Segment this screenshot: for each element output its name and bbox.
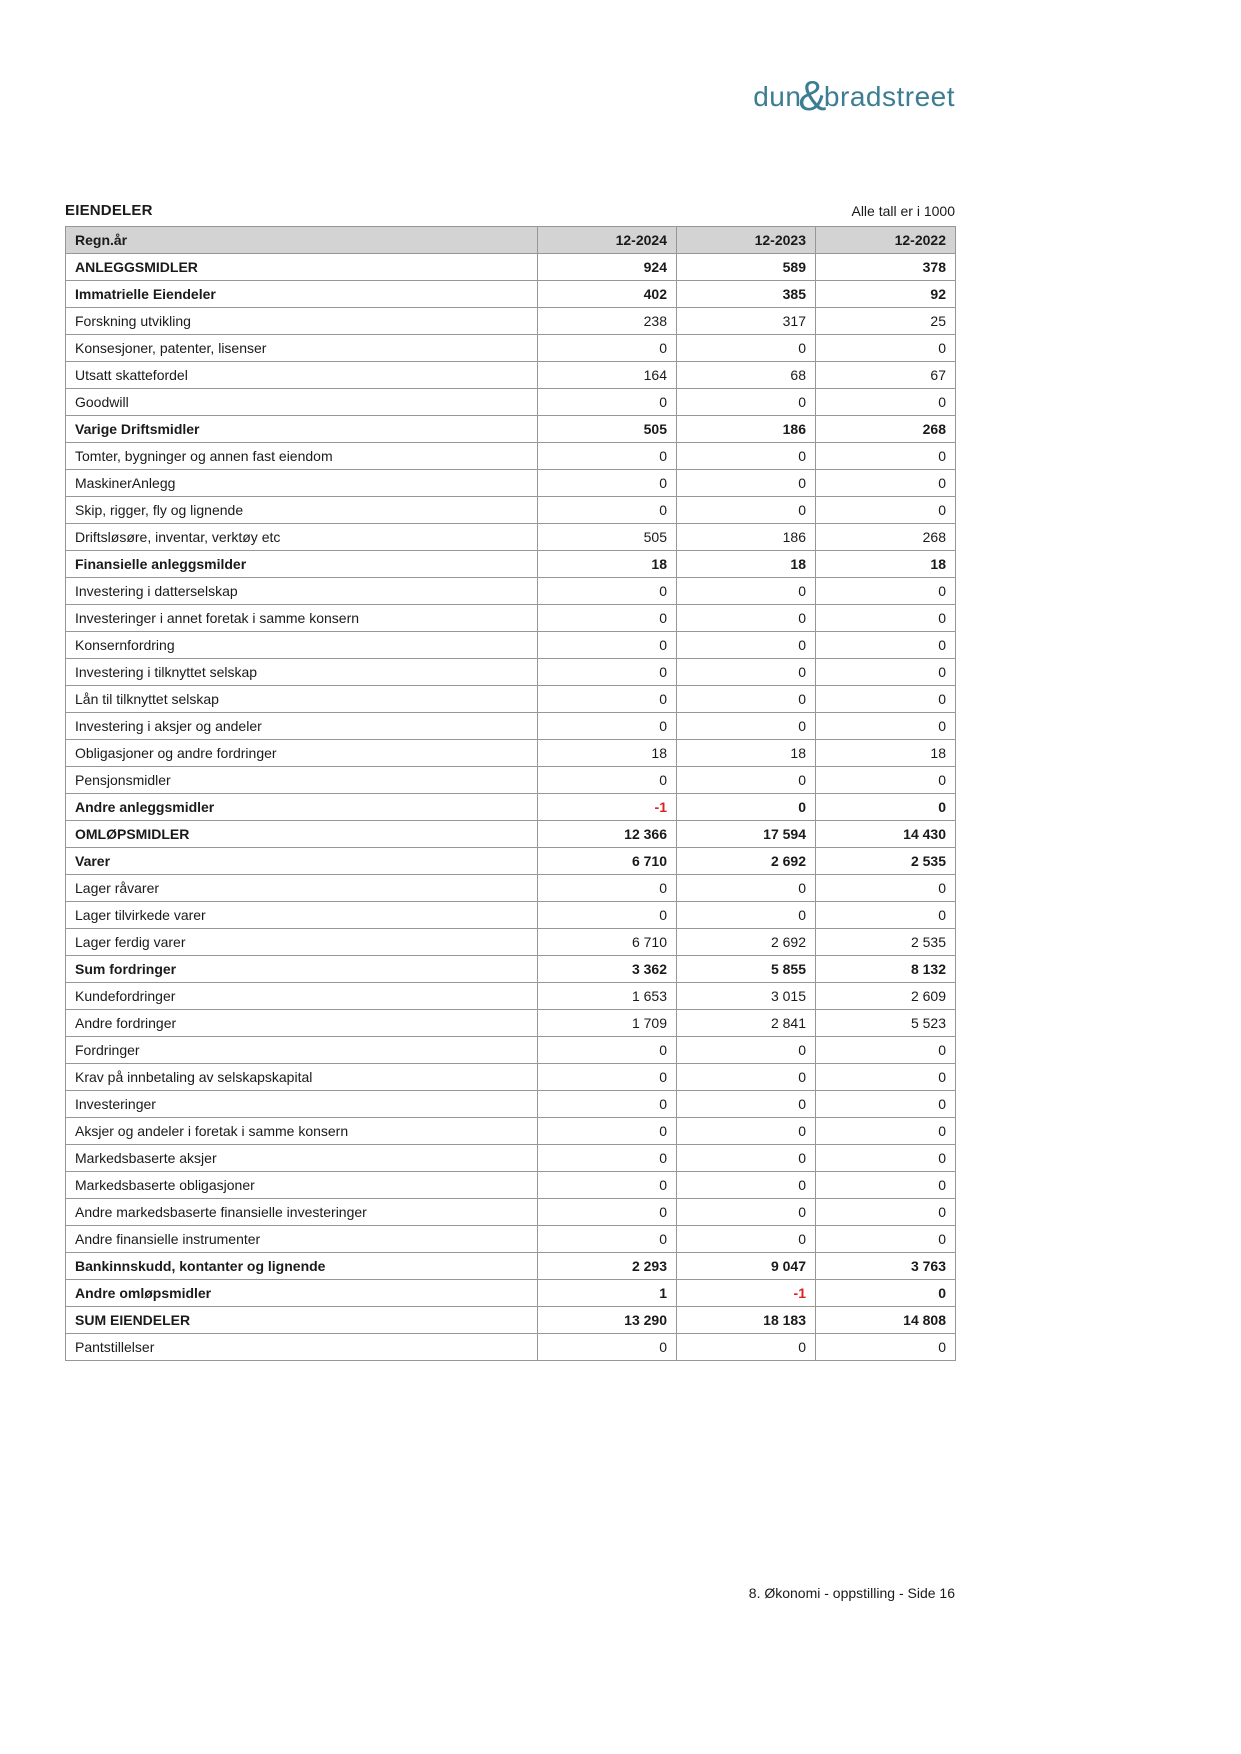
table-row	[66, 686, 956, 713]
row-value: 0	[538, 632, 677, 659]
row-value: 0	[677, 578, 816, 605]
row-value: 3 015	[677, 983, 816, 1010]
row-value: 2 535	[816, 929, 956, 956]
row-value: 0	[816, 659, 956, 686]
table-row	[66, 983, 956, 1010]
table-row	[66, 875, 956, 902]
row-label: Kundefordringer	[66, 983, 538, 1010]
table-row	[66, 848, 956, 875]
row-value: 0	[677, 389, 816, 416]
table-row	[66, 1010, 956, 1037]
row-label: Pantstillelser	[66, 1334, 538, 1361]
row-value: 0	[538, 1199, 677, 1226]
column-header-regnar: Regn.år	[66, 227, 538, 254]
row-value: 0	[816, 767, 956, 794]
row-value: 0	[677, 497, 816, 524]
row-value: 2 293	[538, 1253, 677, 1280]
row-value: 18	[816, 551, 956, 578]
row-value: 18	[677, 740, 816, 767]
row-label: SUM EIENDELER	[66, 1307, 538, 1334]
row-value: 0	[538, 767, 677, 794]
row-label: Investeringer	[66, 1091, 538, 1118]
row-value: 0	[538, 470, 677, 497]
table-row	[66, 1091, 956, 1118]
column-header-12-2024: 12-2024	[538, 227, 677, 254]
row-value: 0	[538, 1118, 677, 1145]
logo-ampersand-icon: &	[798, 72, 827, 119]
table-row	[66, 443, 956, 470]
row-value: 0	[677, 1145, 816, 1172]
row-label: Konsesjoner, patenter, lisenser	[66, 335, 538, 362]
table-row	[66, 578, 956, 605]
table-row	[66, 1253, 956, 1280]
row-label: Investering i aksjer og andeler	[66, 713, 538, 740]
row-value: 0	[816, 335, 956, 362]
table-row	[66, 1118, 956, 1145]
row-value: 0	[816, 1091, 956, 1118]
row-value: 0	[538, 713, 677, 740]
row-value: 0	[816, 443, 956, 470]
row-label: Lager tilvirkede varer	[66, 902, 538, 929]
row-value: 8 132	[816, 956, 956, 983]
row-value: 0	[816, 902, 956, 929]
row-label: Obligasjoner og andre fordringer	[66, 740, 538, 767]
row-value: 92	[816, 281, 956, 308]
table-row	[66, 1037, 956, 1064]
row-value: 6 710	[538, 848, 677, 875]
row-value: 0	[538, 389, 677, 416]
row-label: Varige Driftsmidler	[66, 416, 538, 443]
row-label: Fordringer	[66, 1037, 538, 1064]
row-value: 2 841	[677, 1010, 816, 1037]
row-value: 0	[677, 335, 816, 362]
row-label: Konsernfordring	[66, 632, 538, 659]
row-value: 505	[538, 524, 677, 551]
row-value: 2 692	[677, 929, 816, 956]
row-value: 14 808	[816, 1307, 956, 1334]
row-value: 18	[677, 551, 816, 578]
table-row	[66, 767, 956, 794]
row-value: 0	[677, 1091, 816, 1118]
row-value: -1	[538, 794, 677, 821]
row-value: 0	[677, 902, 816, 929]
row-value: 18 183	[677, 1307, 816, 1334]
row-value: 164	[538, 362, 677, 389]
row-value: 0	[816, 632, 956, 659]
row-value: 0	[538, 497, 677, 524]
table-row	[66, 1280, 956, 1307]
table-row	[66, 254, 956, 281]
row-value: 0	[538, 1145, 677, 1172]
balance-sheet-table	[65, 226, 956, 1361]
row-value: 0	[816, 1334, 956, 1361]
row-value: 0	[816, 1064, 956, 1091]
row-value: 3 362	[538, 956, 677, 983]
row-value: 0	[538, 1226, 677, 1253]
row-value: 0	[538, 578, 677, 605]
row-value: 0	[677, 1064, 816, 1091]
row-value: 2 609	[816, 983, 956, 1010]
row-label: Markedsbaserte aksjer	[66, 1145, 538, 1172]
row-value: 0	[816, 1118, 956, 1145]
row-value: 317	[677, 308, 816, 335]
row-value: 0	[816, 875, 956, 902]
row-value: 0	[538, 1334, 677, 1361]
table-row	[66, 389, 956, 416]
row-value: 0	[816, 497, 956, 524]
row-value: 385	[677, 281, 816, 308]
row-value: 5 523	[816, 1010, 956, 1037]
row-value: 0	[677, 470, 816, 497]
row-value: 0	[816, 1172, 956, 1199]
table-row	[66, 713, 956, 740]
row-label: OMLØPSMIDLER	[66, 821, 538, 848]
table-row	[66, 524, 956, 551]
row-value: 2 692	[677, 848, 816, 875]
row-label: Varer	[66, 848, 538, 875]
row-value: 0	[816, 605, 956, 632]
table-row	[66, 1064, 956, 1091]
table-row	[66, 362, 956, 389]
row-value: 0	[538, 902, 677, 929]
row-label: Aksjer og andeler i foretak i samme konsern	[66, 1118, 538, 1145]
row-value: 0	[538, 686, 677, 713]
row-value: 0	[816, 794, 956, 821]
row-label: Andre anleggsmidler	[66, 794, 538, 821]
row-value: 0	[538, 1037, 677, 1064]
row-value: 25	[816, 308, 956, 335]
row-value: 0	[816, 1199, 956, 1226]
row-value: 0	[538, 1172, 677, 1199]
row-value: 0	[677, 686, 816, 713]
row-value: 9 047	[677, 1253, 816, 1280]
table-row	[66, 1307, 956, 1334]
row-value: 5 855	[677, 956, 816, 983]
table-row	[66, 1145, 956, 1172]
table-row	[66, 794, 956, 821]
row-value: 0	[538, 659, 677, 686]
row-label: Investeringer i annet foretak i samme konsern	[66, 605, 538, 632]
row-value: 0	[677, 1226, 816, 1253]
row-label: Andre omløpsmidler	[66, 1280, 538, 1307]
row-value: 1	[538, 1280, 677, 1307]
row-label: Andre finansielle instrumenter	[66, 1226, 538, 1253]
row-value: 0	[816, 1145, 956, 1172]
row-value: 18	[538, 551, 677, 578]
table-row	[66, 551, 956, 578]
row-label: Sum fordringer	[66, 956, 538, 983]
row-label: Lager råvarer	[66, 875, 538, 902]
page-content	[65, 70, 955, 1601]
row-value: 18	[816, 740, 956, 767]
row-value: 0	[677, 605, 816, 632]
row-value: 0	[816, 713, 956, 740]
column-header-12-2023: 12-2023	[677, 227, 816, 254]
row-value: 0	[538, 335, 677, 362]
row-label: Utsatt skattefordel	[66, 362, 538, 389]
row-label: MaskinerAnlegg	[66, 470, 538, 497]
row-value: 268	[816, 416, 956, 443]
table-row	[66, 281, 956, 308]
row-value: 0	[677, 794, 816, 821]
row-value: 0	[677, 1118, 816, 1145]
row-value: 68	[677, 362, 816, 389]
row-value: 0	[816, 1280, 956, 1307]
page-footer: 8. Økonomi - oppstilling - Side 16	[748, 1585, 955, 1601]
row-value: 378	[816, 254, 956, 281]
row-value: 186	[677, 416, 816, 443]
table-row	[66, 821, 956, 848]
table-row	[66, 659, 956, 686]
table-row	[66, 308, 956, 335]
row-value: 0	[677, 713, 816, 740]
row-value: 12 366	[538, 821, 677, 848]
table-header-row	[66, 227, 956, 254]
table-row	[66, 605, 956, 632]
row-value: 67	[816, 362, 956, 389]
title-row	[65, 202, 955, 219]
row-value: 0	[677, 1334, 816, 1361]
row-value: 0	[677, 875, 816, 902]
row-value: 0	[816, 1037, 956, 1064]
row-value: 3 763	[816, 1253, 956, 1280]
row-value: 13 290	[538, 1307, 677, 1334]
table-row	[66, 929, 956, 956]
row-value: 18	[538, 740, 677, 767]
logo-word-bradstreet: bradstreet	[823, 81, 955, 112]
table-row	[66, 740, 956, 767]
row-label: Bankinnskudd, kontanter og lignende	[66, 1253, 538, 1280]
table-row	[66, 902, 956, 929]
row-value: 0	[538, 1091, 677, 1118]
row-value: 505	[538, 416, 677, 443]
row-label: Pensjonsmidler	[66, 767, 538, 794]
table-row	[66, 497, 956, 524]
row-value: 0	[538, 875, 677, 902]
row-value: 0	[816, 578, 956, 605]
units-note: Alle tall er i 1000	[851, 203, 955, 219]
row-label: Driftsløsøre, inventar, verktøy etc	[66, 524, 538, 551]
row-label: ANLEGGSMIDLER	[66, 254, 538, 281]
row-label: Tomter, bygninger og annen fast eiendom	[66, 443, 538, 470]
row-label: Andre fordringer	[66, 1010, 538, 1037]
row-value: 589	[677, 254, 816, 281]
row-value: 0	[677, 632, 816, 659]
logo-word-dun: dun	[753, 81, 802, 112]
row-label: Andre markedsbaserte finansielle investeringer	[66, 1199, 538, 1226]
row-value: 238	[538, 308, 677, 335]
table-row	[66, 470, 956, 497]
row-label: Goodwill	[66, 389, 538, 416]
row-value: 0	[677, 1037, 816, 1064]
table-row	[66, 956, 956, 983]
row-label: Forskning utvikling	[66, 308, 538, 335]
column-header-12-2022: 12-2022	[816, 227, 956, 254]
row-label: Investering i datterselskap	[66, 578, 538, 605]
row-value: 402	[538, 281, 677, 308]
row-value: 0	[677, 767, 816, 794]
row-value: 0	[816, 686, 956, 713]
row-value: 0	[816, 1226, 956, 1253]
section-title: EIENDELER	[65, 202, 153, 219]
row-label: Finansielle anleggsmilder	[66, 551, 538, 578]
table-body	[66, 254, 956, 1361]
row-value: 0	[538, 1064, 677, 1091]
table-row	[66, 1226, 956, 1253]
row-value: -1	[677, 1280, 816, 1307]
row-value: 6 710	[538, 929, 677, 956]
table-row	[66, 632, 956, 659]
row-label: Markedsbaserte obligasjoner	[66, 1172, 538, 1199]
row-value: 0	[677, 443, 816, 470]
row-value: 2 535	[816, 848, 956, 875]
table-row	[66, 1199, 956, 1226]
row-label: Investering i tilknyttet selskap	[66, 659, 538, 686]
row-value: 0	[538, 443, 677, 470]
row-label: Immatrielle Eiendeler	[66, 281, 538, 308]
row-value: 0	[677, 1199, 816, 1226]
row-label: Lager ferdig varer	[66, 929, 538, 956]
row-value: 0	[538, 605, 677, 632]
row-value: 1 709	[538, 1010, 677, 1037]
table-row	[66, 416, 956, 443]
table-row	[66, 1172, 956, 1199]
row-value: 0	[677, 1172, 816, 1199]
dun-bradstreet-logo	[65, 70, 955, 119]
row-value: 14 430	[816, 821, 956, 848]
row-value: 924	[538, 254, 677, 281]
row-value: 186	[677, 524, 816, 551]
row-label: Krav på innbetaling av selskapskapital	[66, 1064, 538, 1091]
row-value: 0	[816, 470, 956, 497]
row-value: 1 653	[538, 983, 677, 1010]
row-label: Lån til tilknyttet selskap	[66, 686, 538, 713]
row-value: 0	[816, 389, 956, 416]
row-value: 0	[677, 659, 816, 686]
row-value: 268	[816, 524, 956, 551]
row-value: 17 594	[677, 821, 816, 848]
row-label: Skip, rigger, fly og lignende	[66, 497, 538, 524]
table-row	[66, 335, 956, 362]
table-row	[66, 1334, 956, 1361]
